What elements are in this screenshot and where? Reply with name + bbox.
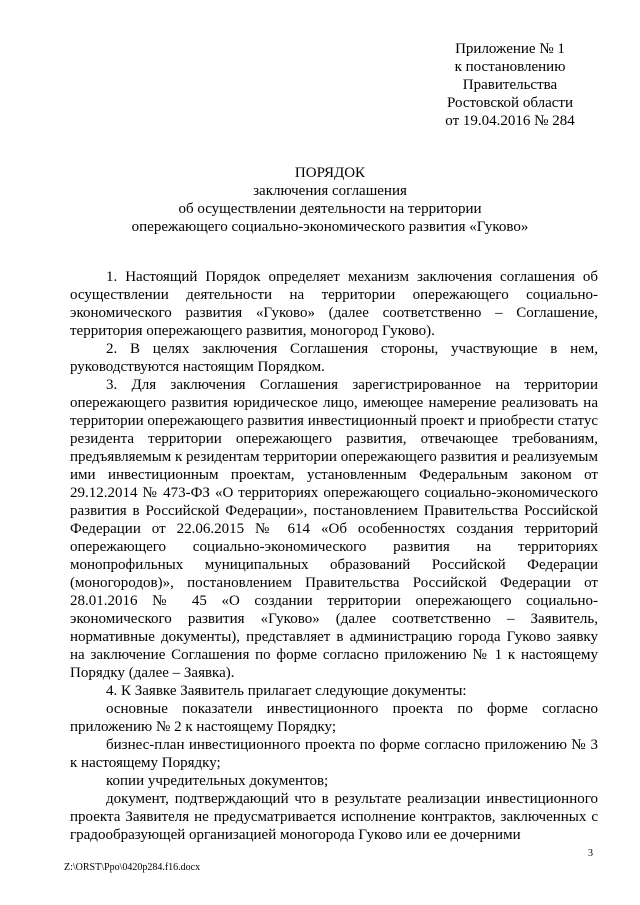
paragraph: 2. В целях заключения Соглашения стороны, участвующие в нем, руководствуются настоящим Порядком.: [70, 341, 598, 375]
appendix-header: [400, 40, 620, 130]
title-line: об осуществлении деятельности на территории: [178, 201, 482, 217]
paragraph: основные показатели инвестиционного проекта по форме согласно приложению № 2 к настоящему Порядку;: [70, 701, 598, 735]
footer-file-path: Z:\ORST\Ppo\0420p284.f16.docx: [64, 862, 201, 873]
page-number: 3: [588, 848, 593, 859]
appendix-line: Приложение № 1: [455, 41, 565, 57]
title-line: опережающего социально-экономического развития «Гуково»: [131, 219, 529, 235]
appendix-line: от 19.04.2016 № 284: [445, 113, 575, 129]
paragraph: копии учредительных документов;: [106, 773, 329, 789]
paragraph: бизнес-план инвестиционного проекта по форме согласно приложению № 3 к настоящему Порядку;: [70, 737, 598, 771]
paragraph: 3. Для заключения Соглашения зарегистрированное на территории опережающего развития юридическое лицо, имеющее намерение реализовать на территории опережающего развития инвестиционный проект и приобрести статус резидента территории опережающего развития, отвечающее требованиям, предъявляемым к резидентам территории опережающего развития и реализуемым ими инвестиционным проектам, установленным Федеральным законом от 29.12.2014 № 473-ФЗ «О территориях опережающего социально-экономического развития в Российской Федерации», постановлением Правительства Российской Федерации от 22.06.2015 № 614 «Об особенностях создания территорий опережающего социально-экономического развития на территориях монопрофильных муниципальных образований Российской Федерации (моногородов)», постановлением Правительства Российской Федерации от 28.01.2016 № 45 «О создании территории опережающего социально-экономического развития «Гуково» (далее соответственно – Заявитель, нормативные документы), представляет в администрацию города Гуково заявку на заключение Соглашения по форме согласно приложению № 1 к настоящему Порядку (далее – Заявка).: [70, 377, 598, 681]
appendix-line: Ростовской области: [447, 95, 573, 111]
paragraph: документ, подтверждающий что в результате реализации инвестиционного проекта Заявителя не предусматривается исполнение контрактов, заключенных с градообразующей организацией моногорода Гуково или ее дочерними: [70, 791, 598, 843]
paragraph: 4. К Заявке Заявитель прилагает следующие документы:: [106, 683, 467, 699]
appendix-line: к постановлению: [454, 59, 566, 75]
paragraph: 1. Настоящий Порядок определяет механизм заключения соглашения об осуществлении деятельности на территории опережающего социально-экономического развития «Гуково» (далее соответственно – Соглашение, территория опережающего развития, моногород Гуково).: [70, 269, 598, 339]
document-body: [70, 268, 598, 844]
title-line: ПОРЯДОК: [294, 165, 366, 181]
title-line: заключения соглашения: [253, 183, 407, 199]
document-title: [60, 164, 600, 236]
appendix-line: Правительства: [462, 77, 558, 93]
